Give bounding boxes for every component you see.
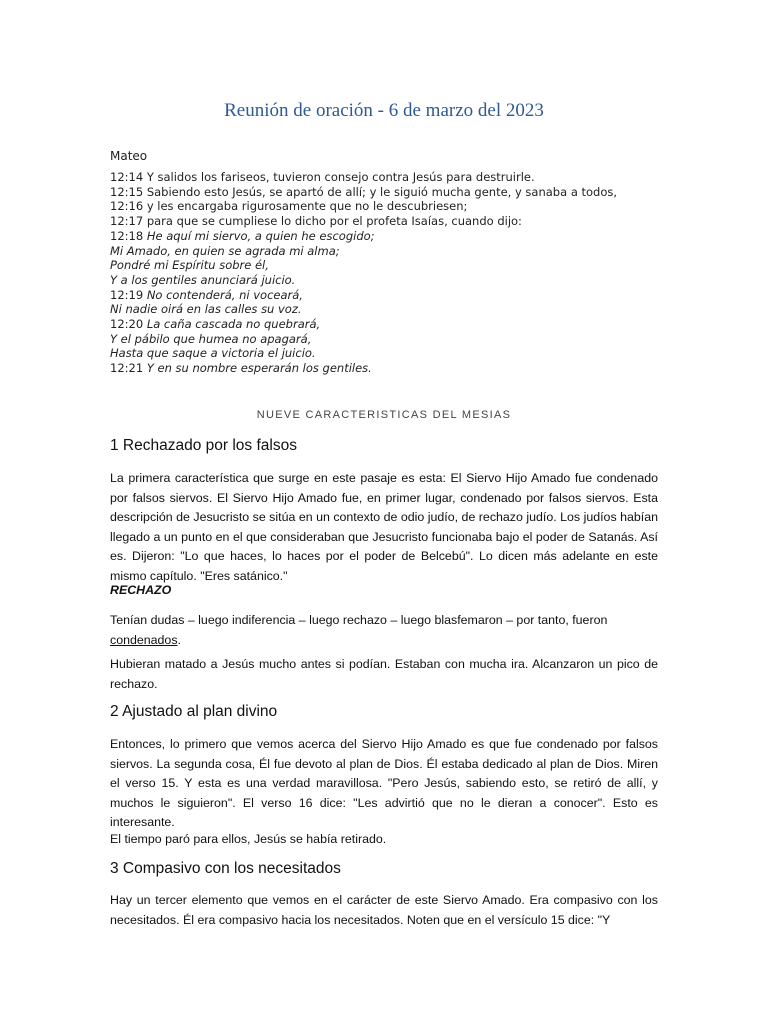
section-1-heading: 1 Rechazado por los falsos	[110, 437, 297, 454]
verse-line	[110, 229, 670, 244]
verse-text: La caña cascada no quebrará,	[146, 317, 321, 332]
page-title: Reunión de oración - 6 de marzo del 2023	[224, 100, 544, 121]
paragraph-2-text: Tenían dudas – luego indiferencia – luego rechazo – luego blasfemaron – por tanto, fueron	[110, 613, 608, 627]
verse-text: Y salidos los fariseos, tuvieron consejo contra Jesús para destruirle.	[146, 170, 535, 184]
verse-text: He aquí mi siervo, a quien he escogido;	[146, 228, 375, 243]
verse-text: Y a los gentiles anunciará juicio.	[110, 272, 296, 287]
verse-ref: 12:16	[110, 199, 144, 214]
book-name: Mateo	[110, 149, 148, 163]
verse-ref: 12:21	[110, 361, 144, 376]
section-2-heading: 2 Ajustado al plan divino	[110, 703, 278, 720]
section-1-paragraph-3: Hubieran matado a Jesús mucho antes si podían. Estaban con mucha ira. Alcanzaron un pico de rechazo.	[110, 657, 658, 691]
verse-text: Mi Amado, en quien se agrada mi alma;	[110, 243, 340, 258]
verse-ref: 12:19	[110, 287, 144, 302]
verse-line	[110, 273, 670, 288]
verse-line	[110, 288, 670, 303]
verse-line	[110, 302, 670, 317]
verse-line	[110, 185, 670, 200]
verse-text: Hasta que saque a victoria el juicio.	[110, 346, 316, 361]
section-subheading: NUEVE CARACTERISTICAS DEL MESIAS	[256, 409, 512, 421]
section-1-paragraph-2	[110, 611, 658, 650]
condenados-underlined: condenados	[110, 632, 178, 647]
verse-text: Sabiendo esto Jesús, se apartó de allí; y le siguió mucha gente, y sanaba a todos,	[146, 184, 618, 199]
section-3-heading: 3 Compasivo con los necesitados	[110, 860, 341, 877]
verse-ref: 12:20	[110, 317, 144, 332]
verse-line	[110, 346, 670, 361]
verse-line	[110, 170, 670, 185]
verse-ref: 12:18	[110, 228, 144, 243]
verse-text: Pondré mi Espíritu sobre él,	[110, 258, 269, 273]
verse-line	[110, 332, 670, 347]
verse-ref: 12:17	[110, 214, 144, 229]
rechazo-label: RECHAZO	[110, 583, 172, 597]
verse-ref: 12:14	[110, 170, 144, 184]
verse-ref: 12:15	[110, 184, 144, 199]
section-2-paragraph-2: El tiempo paró para ellos, Jesús se había retirado.	[110, 832, 387, 846]
verse-text: No contenderá, ni voceará,	[146, 287, 303, 302]
section-3-paragraph-1: Hay un tercer elemento que vemos en el carácter de este Siervo Amado. Era compasivo con los necesitados. Él era compasivo hacia los necesitados. Noten que en el versículo 15 dice: "Y	[110, 893, 658, 927]
verse-text: Y en su nombre esperarán los gentiles.	[146, 361, 372, 376]
verse-line	[110, 258, 670, 273]
verse-text: para que se cumpliese lo dicho por el profeta Isaías, cuando dijo:	[146, 214, 522, 229]
verse-text: Ni nadie oirá en las calles su voz.	[110, 302, 302, 317]
verse-line	[110, 244, 670, 259]
paragraph-2-period: .	[177, 632, 181, 647]
verse-line	[110, 199, 670, 214]
verse-line	[110, 361, 670, 376]
verse-line	[110, 214, 670, 229]
verse-text: Y el pábilo que humea no apagará,	[110, 331, 312, 346]
section-2-paragraph-1: Entonces, lo primero que vemos acerca del Siervo Hijo Amado es que fue condenado por falsos siervos. La segunda cosa, Él fue devoto al plan de Dios. Él estaba dedicado al plan de Dios. Miren el verso 15. Y esta es una verdad maravillosa. "Pero Jesús, sabiendo esto, se retiró de allí, y muchos le siguieron". El verso 16 dice: "Les advirtió que no le dieran a conocer". Esto es interesante.	[110, 737, 658, 830]
verse-line	[110, 317, 670, 332]
section-1-paragraph-1: La primera característica que surge en este pasaje es esta: El Siervo Hijo Amado fue condenado por falsos siervos. El Siervo Hijo Amado fue, en primer lugar, condenado por falsos siervos. Esta descripción de Jesucristo se sitúa en un contexto de odio judío, de rechazo judío. Los judíos habían llegado a un punto en el que consideraban que Jesucristo funcionaba bajo el poder de Satanás. Así es. Dijeron: "Lo que haces, lo haces por el poder de Belcebú". Lo dicen más adelante en este mismo capítulo. "Eres satánico."	[110, 471, 658, 583]
verse-list	[110, 170, 670, 376]
verse-text: y les encargaba rigurosamente que no le descubriesen;	[146, 199, 468, 214]
